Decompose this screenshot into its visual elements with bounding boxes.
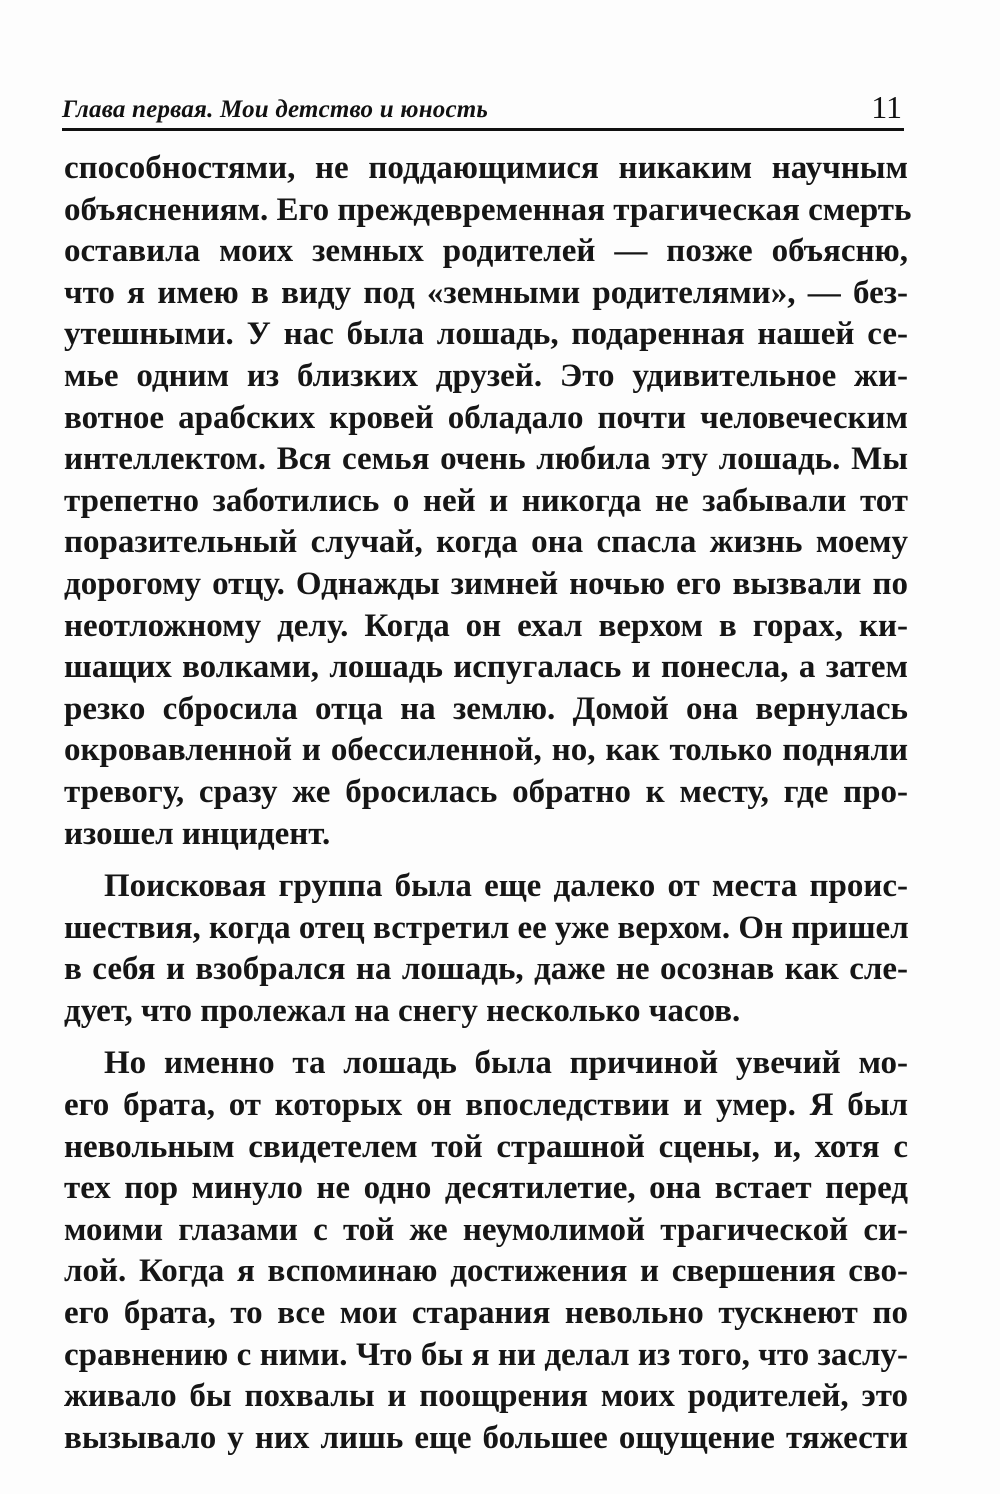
text-line: объяснениям. Его преждевременная трагическая смерть [64, 191, 912, 228]
text-line: живало бы похвалы и поощрения моих родителей, это [64, 1378, 908, 1415]
text-line: моими глазами с той же неумолимой трагической си- [64, 1211, 908, 1248]
paragraph-1 [64, 148, 912, 855]
text-line: его брата, от которых он впоследствии и умер. Я был [64, 1087, 908, 1124]
text-line: дует, что пролежал на снегу несколько часов. [64, 992, 741, 1029]
text-line: Поисковая группа была еще далеко от места проис- [104, 868, 908, 905]
text-line: оставила моих земных родителей — позже объясню, [64, 233, 908, 270]
text-line: поразительный случай, когда она спасла жизнь моему [64, 524, 908, 561]
text-line: сравнению с ними. Что бы я ни делал из того, что заслу- [64, 1336, 908, 1373]
text-line: тех пор минуло не одно десятилетие, она встает перед [64, 1170, 908, 1207]
text-line: тревогу, сразу же бросилась обратно к месту, где про- [64, 773, 908, 810]
text-line: вотное арабских кровей обладало почти человеческим [64, 399, 908, 436]
text-line: шащих волками, лошадь испугалась и понесла, а затем [64, 649, 908, 686]
running-header [62, 88, 904, 131]
text-line: его брата, то все мои старания невольно тускнеют по [64, 1295, 908, 1332]
text-line: способностями, не поддающимися никаким научным [64, 150, 908, 186]
text-line: что я имею в виду под «земными родителями», — без- [64, 274, 908, 311]
text-line: резко сбросила отца на землю. Домой она вернулась [64, 690, 908, 727]
text-line: вызывало у них лишь еще большее ощущение тяжести [64, 1419, 908, 1456]
paragraph-2 [64, 866, 908, 1032]
text-line: утешными. У нас была лошадь, подаренная нашей се- [64, 316, 908, 353]
body-text [64, 148, 912, 1459]
text-line: мье одним из близких друзей. Это удивительное жи- [64, 357, 908, 394]
text-line: Но именно та лошадь была причиной увечий мо- [104, 1045, 908, 1082]
text-line: в себя и взобрался на лошадь, даже не осознав как сле- [64, 951, 908, 988]
chapter-running-title: Глава первая. Мои детство и юность [62, 96, 489, 123]
text-line: шествия, когда отец встретил ее уже верхом. Он пришел [64, 909, 909, 946]
text-line: интеллектом. Вся семья очень любила эту лошадь. Мы [64, 441, 908, 478]
text-line: неотложному делу. Когда он ехал верхом в горах, ки- [64, 607, 908, 644]
text-line: трепетно заботились о ней и никогда не забывали тот [64, 482, 908, 519]
text-line: лой. Когда я вспоминаю достижения и свершения сво- [64, 1253, 908, 1290]
paragraph-3 [64, 1043, 908, 1459]
text-line: изошел инцидент. [64, 815, 331, 852]
text-line: невольным свидетелем той страшной сцены, и, хотя с [64, 1128, 908, 1165]
page-number: 11 [871, 89, 902, 125]
text-line: дорогому отцу. Однажды зимней ночью его вызвали по [64, 565, 908, 602]
text-line: окровавленной и обессиленной, но, как только подняли [64, 732, 908, 769]
